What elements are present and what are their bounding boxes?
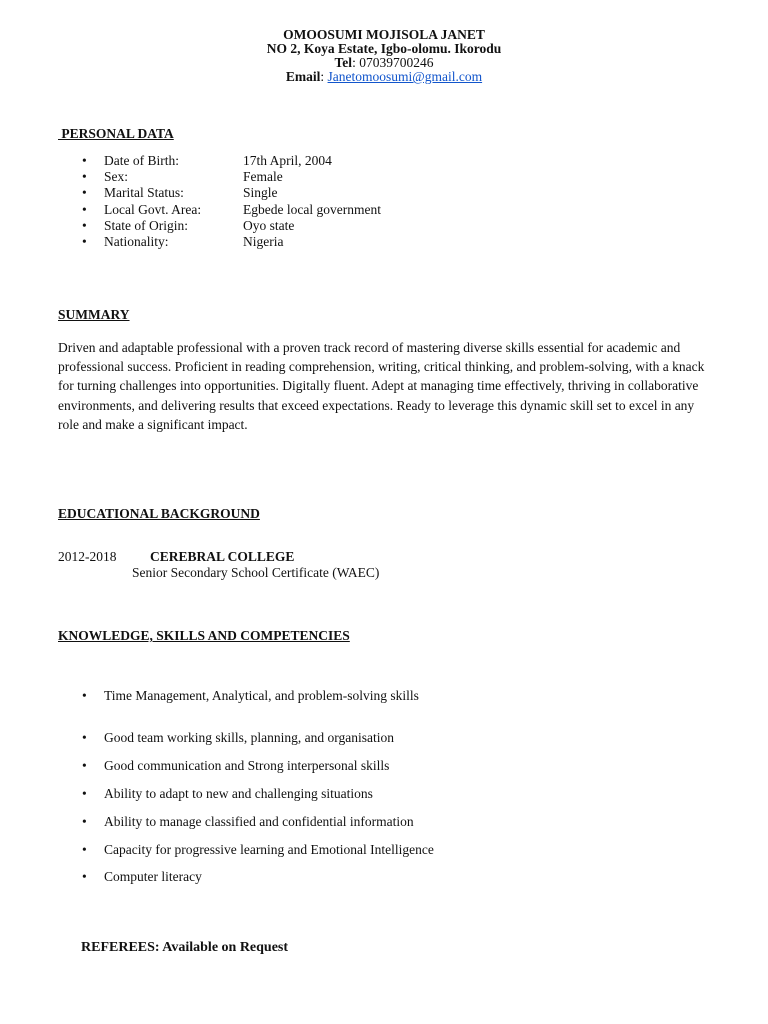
personal-data-value: Egbede local government [243, 201, 381, 217]
bullet-icon: • [82, 688, 87, 703]
personal-data-label: Marital Status: [104, 185, 184, 201]
personal-data-label: Local Govt. Area: [104, 201, 202, 217]
personal-data-label: Sex: [104, 169, 129, 185]
education-school: CEREBRAL COLLEGE [150, 549, 295, 564]
skill-item [82, 688, 419, 704]
personal-data-value: Female [243, 169, 283, 185]
tel-value: : 07039700246 [352, 55, 434, 70]
personal-data-heading: PERSONAL DATA [58, 126, 174, 141]
bullet-icon: • [82, 869, 87, 884]
skill-text: Good communication and Strong interpersonal skills [104, 758, 390, 773]
skill-text: Time Management, Analytical, and problem-solving skills [104, 688, 419, 703]
candidate-name: OMOOSUMI MOJISOLA JANET [283, 27, 485, 42]
bullet-icon: • [82, 842, 87, 857]
bullet-icon: • [82, 201, 87, 217]
skill-item [82, 758, 390, 774]
summary-paragraph: Driven and adaptable professional with a proven track record of mastering diverse skills essential for academic and professional success. Proficient in reading comprehension, writing, critical thinking, and problem-solving, with a knack for turning challenges into opportunities. Digitally fluent. Adept at managing time effectively, thriving in collaborative environments, and delivering results that exceed expectations. Ready to leverage this dynamic skill set to excel in any role and make a significant impact. [58, 340, 705, 432]
personal-data-value: Single [243, 185, 278, 201]
personal-data-value: Oyo state [243, 217, 295, 233]
skill-text: Computer literacy [104, 869, 202, 884]
referees-note: REFEREES: Available on Request [81, 940, 289, 955]
personal-data-label: Date of Birth: [104, 153, 179, 168]
skill-item [82, 869, 202, 885]
bullet-icon: • [82, 758, 87, 773]
bullet-icon: • [82, 169, 87, 185]
personal-data-label: Nationality: [104, 233, 169, 249]
summary-heading: SUMMARY [58, 307, 130, 322]
skill-text: Capacity for progressive learning and Emotional Intelligence [104, 842, 434, 857]
bullet-icon: • [82, 217, 87, 233]
bullet-icon: • [82, 786, 87, 801]
bullet-icon: • [82, 233, 87, 249]
personal-data-value: 17th April, 2004 [243, 153, 332, 168]
skill-item [82, 814, 414, 830]
skill-text: Ability to manage classified and confidential information [104, 814, 414, 829]
personal-data-label: State of Origin: [104, 217, 188, 233]
email-link[interactable]: Janetomoosumi@gmail.com [327, 69, 483, 84]
skill-text: Good team working skills, planning, and organisation [104, 730, 394, 745]
skill-text: Ability to adapt to new and challenging situations [104, 786, 373, 801]
skill-item [82, 842, 434, 858]
skill-item [82, 786, 373, 802]
education-heading: EDUCATIONAL BACKGROUND [58, 506, 260, 521]
bullet-icon: • [82, 153, 87, 168]
personal-data-value: Nigeria [243, 233, 284, 249]
education-years: 2012-2018 [58, 549, 117, 564]
skill-item [82, 730, 394, 746]
bullet-icon: • [82, 185, 87, 201]
education-certificate: Senior Secondary School Certificate (WAEC) [132, 565, 380, 580]
email-label: Email [285, 69, 321, 84]
skills-heading: KNOWLEDGE, SKILLS AND COMPETENCIES [58, 628, 350, 643]
candidate-address: NO 2, Koya Estate, Igbo-olomu. Ikorodu [266, 41, 502, 56]
bullet-icon: • [82, 730, 87, 745]
tel-label: Tel [334, 55, 353, 70]
bullet-icon: • [82, 814, 87, 829]
email-separator: : [320, 69, 328, 84]
